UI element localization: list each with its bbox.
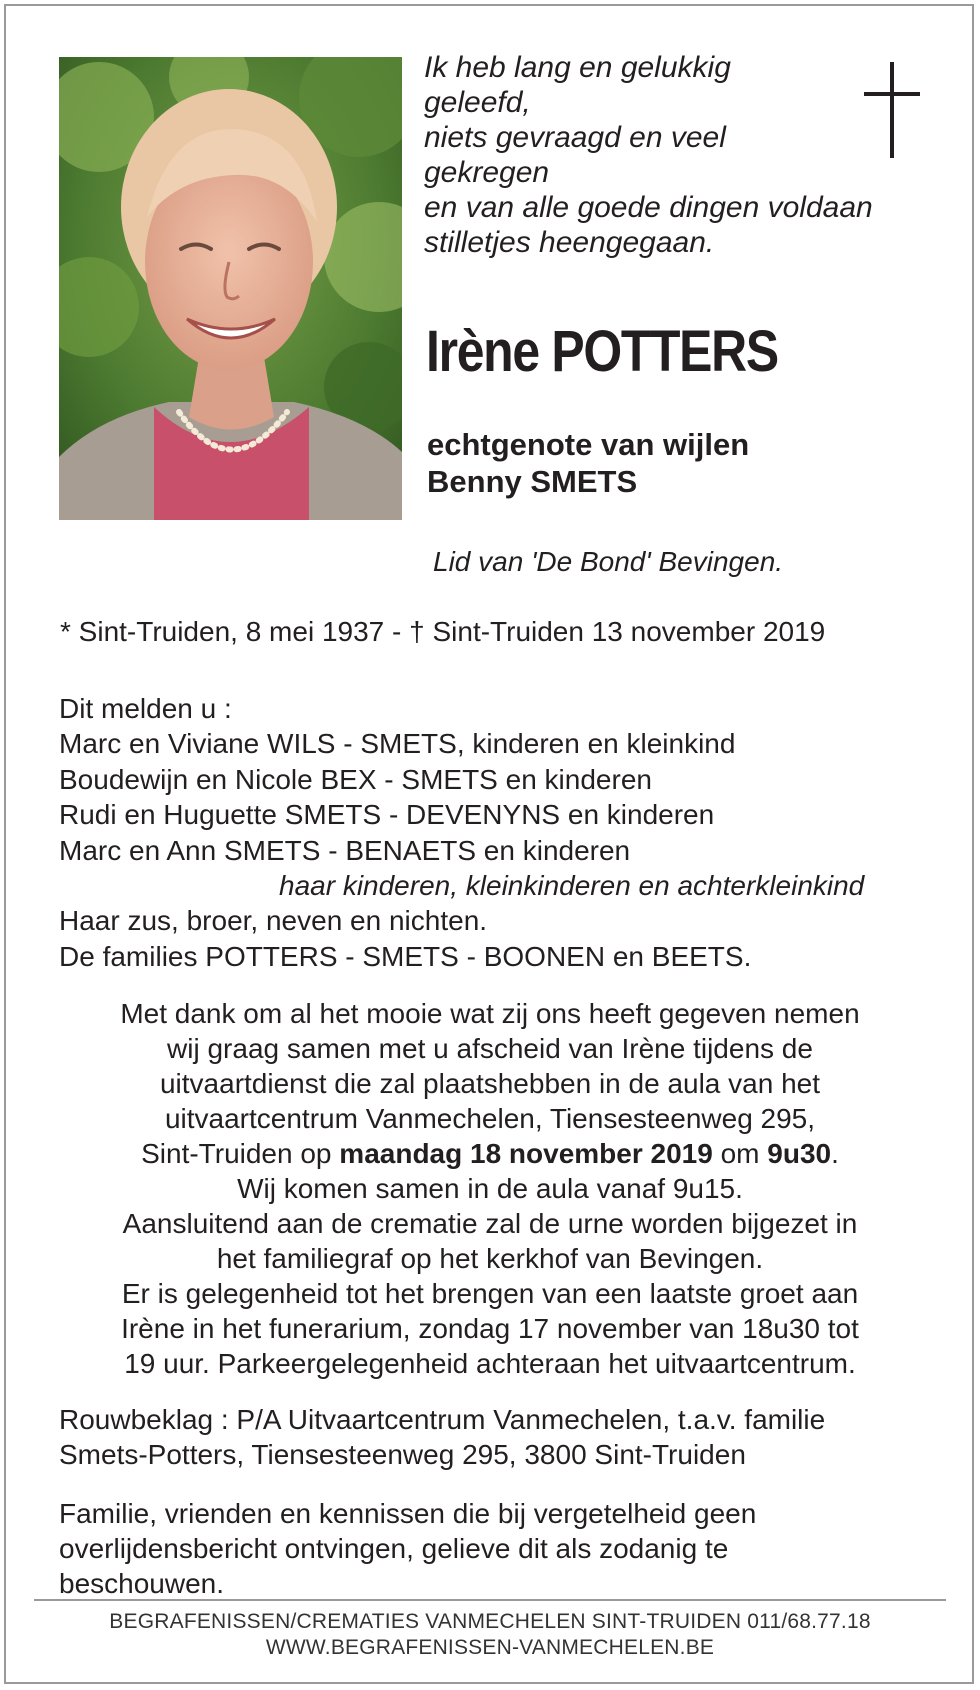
- footer: [0, 1609, 980, 1661]
- poem: [424, 50, 904, 260]
- service-date: maandag 18 november 2019: [339, 1138, 713, 1169]
- portrait-photo: [59, 57, 402, 520]
- service-details: [60, 996, 920, 1381]
- poem-line: en van alle goede dingen voldaan: [424, 191, 873, 224]
- funeral-home-info: BEGRAFENISSEN/CREMATIES VANMECHELEN SINT-TRUIDEN 011/68.77.18: [109, 1610, 871, 1633]
- deceased-name: Irène POTTERS: [426, 319, 778, 384]
- service-line: Wij komen samen in de aula vanaf 9u15.: [237, 1173, 743, 1204]
- service-date-line: [60, 1136, 920, 1171]
- family-member: Boudewijn en Nicole BEX - SMETS en kinderen: [59, 763, 652, 795]
- cross-icon: [862, 60, 922, 160]
- family-intro: Dit melden u :: [59, 693, 232, 724]
- poem-line: niets gevraagd en veel: [424, 121, 726, 154]
- service-line: uitvaartcentrum Vanmechelen, Tiensesteenweg 295,: [164, 1103, 816, 1134]
- spouse-line: echtgenote van wijlen: [427, 427, 750, 462]
- family-other: De families POTTERS - SMETS - BOONEN en BEETS.: [59, 940, 752, 972]
- service-line: wij graag samen met u afscheid van Irène tijdens de: [167, 1033, 813, 1064]
- condolences-line: Smets-Potters, Tiensesteenweg 295, 3800 Sint-Truiden: [59, 1439, 746, 1470]
- membership: Lid van 'De Bond' Bevingen.: [433, 546, 784, 577]
- service-line: Aansluitend aan de crematie zal de urne worden bijgezet in: [122, 1208, 858, 1239]
- service-line: Er is gelegenheid tot het brengen van een laatste groet aan: [121, 1278, 859, 1309]
- notice-line: beschouwen.: [59, 1568, 225, 1599]
- service-text: Sint-Truiden op: [141, 1138, 340, 1169]
- funeral-home-website[interactable]: WWW.BEGRAFENISSEN-VANMECHELEN.BE: [265, 1636, 715, 1659]
- poem-line: geleefd,: [424, 86, 531, 119]
- condolences-line: Rouwbeklag : P/A Uitvaartcentrum Vanmechelen, t.a.v. familie: [59, 1404, 826, 1435]
- family-announcement: [59, 691, 939, 974]
- service-text: om: [712, 1138, 768, 1169]
- service-text: .: [831, 1138, 839, 1169]
- service-time: 9u30: [767, 1138, 832, 1169]
- condolences-address: [59, 1402, 939, 1472]
- poem-line: Ik heb lang en gelukkig: [424, 51, 731, 84]
- family-member: Marc en Viviane WILS - SMETS, kinderen en kleinkind: [59, 728, 736, 760]
- family-other: Haar zus, broer, neven en nichten.: [59, 905, 488, 937]
- service-line: Irène in het funerarium, zondag 17 november van 18u30 tot: [121, 1313, 859, 1344]
- family-member: Marc en Ann SMETS - BENAETS en kinderen: [59, 834, 631, 866]
- poem-line: stilletjes heengegaan.: [424, 226, 715, 259]
- service-line: 19 uur. Parkeergelegenheid achteraan het uitvaartcentrum.: [124, 1348, 856, 1379]
- divider: [34, 1599, 946, 1601]
- service-line: het familiegraf op het kerkhof van Bevingen.: [216, 1243, 764, 1274]
- spouse-info: [427, 426, 749, 500]
- service-line: Met dank om al het mooie wat zij ons heeft gegeven nemen: [120, 998, 860, 1029]
- notice: [59, 1496, 939, 1601]
- family-member: Rudi en Huguette SMETS - DEVENYNS en kinderen: [59, 799, 715, 831]
- notice-line: overlijdensbericht ontvingen, gelieve dit als zodanig te: [59, 1533, 729, 1564]
- birth-death-dates: * Sint-Truiden, 8 mei 1937 - † Sint-Truiden 13 november 2019: [60, 616, 826, 647]
- family-summary: haar kinderen, kleinkinderen en achterkleinkind: [279, 870, 865, 902]
- notice-line: Familie, vrienden en kennissen die bij vergetelheid geen: [59, 1498, 757, 1529]
- poem-line: gekregen: [424, 156, 550, 189]
- service-line: uitvaartdienst die zal plaatshebben in de aula van het: [159, 1068, 821, 1099]
- spouse-name: Benny SMETS: [427, 464, 638, 499]
